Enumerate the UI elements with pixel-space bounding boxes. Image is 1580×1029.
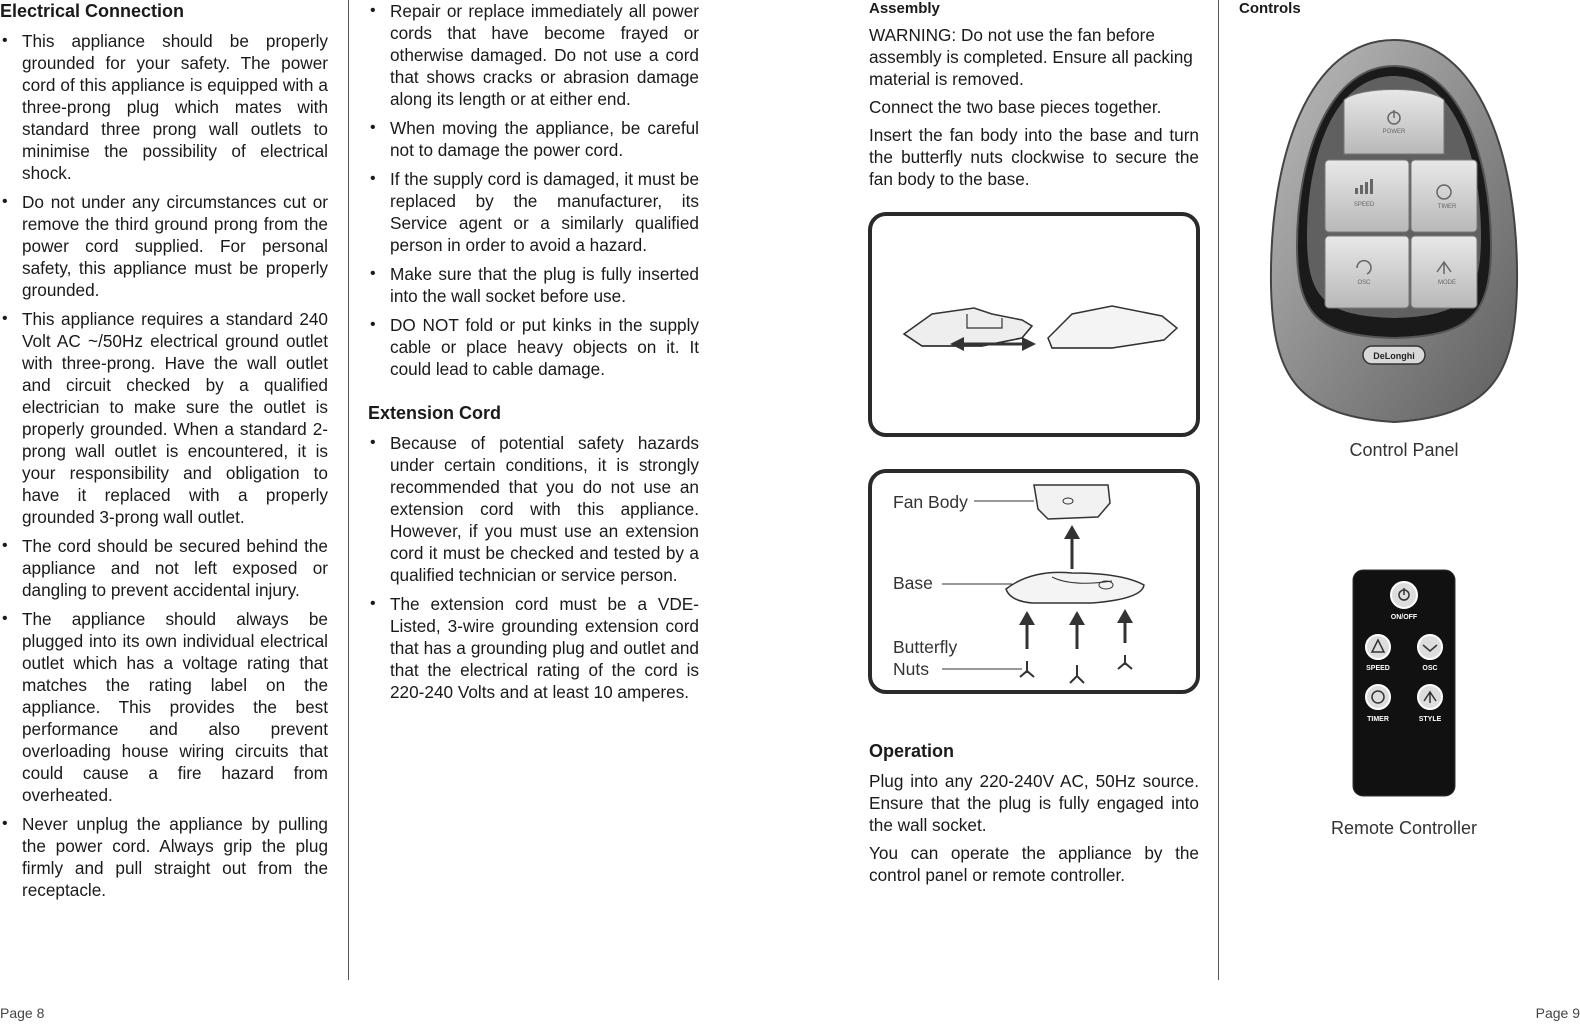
page-number-left: Page 8	[0, 1005, 45, 1021]
paragraph: Plug into any 220-240V AC, 50Hz source. Ensure that the plug is fully engaged into the wall socket.	[869, 771, 1199, 835]
list-item: • Do not under any circumstances cut or remove the third ground prong from the power cord supplied. For personal safety, this appliance must be properly grounded.	[0, 191, 328, 301]
panel-timer-label: TIMER	[1437, 204, 1457, 210]
remote-timer-button[interactable]	[1366, 685, 1390, 709]
column-divider	[348, 0, 349, 980]
fan-body-illustration	[872, 473, 1196, 690]
remote-osc-button[interactable]	[1418, 635, 1442, 659]
panel-timer-button[interactable]	[1411, 160, 1477, 232]
section-operation	[869, 740, 1199, 892]
list-item: • Make sure that the plug is fully inserted into the wall socket before use.	[368, 263, 699, 307]
label-butterfly-line2: Nuts	[893, 659, 929, 679]
panel-speed-label: SPEED	[1353, 202, 1375, 208]
column-cord-safety	[368, 0, 699, 710]
list-item: • The extension cord must be a VDE-Listed, 3-wire grounding extension cord that has a grounding plug and outlet and that the electrical rating of the cord is 220-240 Volts and at least 10 amperes.	[368, 593, 699, 703]
list-cord-safety	[368, 0, 699, 380]
column-electrical-connection	[0, 0, 328, 908]
diagram-base-pieces	[868, 212, 1200, 437]
label-fan-body: Fan Body	[893, 492, 968, 512]
remote-controller-illustration	[1352, 569, 1456, 797]
panel-osc-label: OSC	[1357, 280, 1371, 286]
remote-speed-label: SPEED	[1366, 665, 1390, 672]
column-controls	[1239, 0, 1559, 18]
list-item: • DO NOT fold or put kinks in the supply cable or place heavy objects on it. It could lead to cable damage.	[368, 314, 699, 380]
panel-power-label: POWER	[1382, 129, 1406, 135]
paragraph: Insert the fan body into the base and turn the butterfly nuts clockwise to secure the fan body to the base.	[869, 125, 1199, 189]
diagram-fan-body-base	[868, 469, 1200, 694]
remote-onoff-label: ON/OFF	[1390, 614, 1418, 621]
caption-remote-controller: Remote Controller	[1330, 818, 1478, 838]
page-number-right: Page 9	[1535, 1005, 1580, 1021]
list-item: • Repair or replace immediately all power cords that have become frayed or otherwise damaged. Do not use a cord that shows cracks or abrasion damage along its length or at either end.	[368, 0, 699, 110]
remote-osc-label: OSC	[1422, 665, 1438, 672]
caption-control-panel: Control Panel	[1349, 440, 1459, 460]
list-item: • The appliance should always be plugged into its own individual electrical outlet which has a voltage rating that matches the rating label on the appliance. This provides the best performance and also prevent overloading house wiring circuits that could cause a fire hazard from overheated.	[0, 608, 328, 806]
heading-controls: Controls	[1239, 0, 1301, 17]
panel-mode-label: MODE	[1438, 280, 1456, 286]
list-item: • Never unplug the appliance by pulling the power cord. Always grip the plug firmly and pull straight out from the receptacle.	[0, 813, 328, 901]
control-panel-illustration	[1269, 36, 1519, 426]
paragraph: WARNING: Do not use the fan before assembly is completed. Ensure all packing material is removed.	[869, 25, 1193, 89]
heading-operation: Operation	[869, 741, 955, 761]
list-item: • The cord should be secured behind the appliance and not left exposed or dangling to prevent accidental injury.	[0, 535, 328, 601]
base-pieces-illustration	[872, 216, 1196, 433]
panel-speed-button[interactable]	[1325, 160, 1409, 232]
list-item: • If the supply cord is damaged, it must be replaced by the manufacturer, its Service agent or a similarly qualified person in order to avoid a hazard.	[368, 168, 699, 256]
remote-style-label: STYLE	[1418, 716, 1442, 723]
list-item: • This appliance requires a standard 240 Volt AC ~/50Hz electrical ground outlet with three-prong. Have the wall outlet and circuit checked by a qualified electrician to make sure the outlet is properly grounded. When a standard 2-prong wall outlet is encountered, it is your responsibility and obligation to have it replaced with a properly grounded 3-prong wall outlet.	[0, 308, 328, 528]
list-item: • This appliance should be properly grounded for your safety. The power cord of this appliance is equipped with a three-prong plug which mates with standard three prong wall outlets to minimise the possibility of electrical shock.	[0, 30, 328, 184]
heading-extension-cord: Extension Cord	[368, 403, 502, 423]
list-item: • Because of potential safety hazards under certain conditions, it is strongly recommended that you do not use an extension cord with this appliance. However, if you must use an extension cord it must be checked and tested by a qualified technician or service person.	[368, 432, 699, 586]
list-extension-cord	[368, 432, 699, 703]
heading-assembly: Assembly	[869, 0, 940, 17]
column-assembly	[869, 0, 1199, 196]
panel-osc-button[interactable]	[1325, 236, 1409, 308]
brand-logo: DeLonghi	[1373, 351, 1415, 361]
label-base: Base	[893, 573, 933, 593]
label-butterfly-line1: Butterfly	[893, 637, 958, 657]
heading-electrical-connection: Electrical Connection	[0, 1, 185, 21]
column-divider	[1218, 0, 1219, 980]
paragraph: Connect the two base pieces together.	[869, 97, 1162, 117]
list-electrical-connection	[0, 30, 328, 901]
paragraph: You can operate the appliance by the control panel or remote controller.	[869, 843, 1199, 885]
remote-timer-label: TIMER	[1367, 716, 1389, 723]
list-item: • When moving the appliance, be careful not to damage the power cord.	[368, 117, 699, 161]
